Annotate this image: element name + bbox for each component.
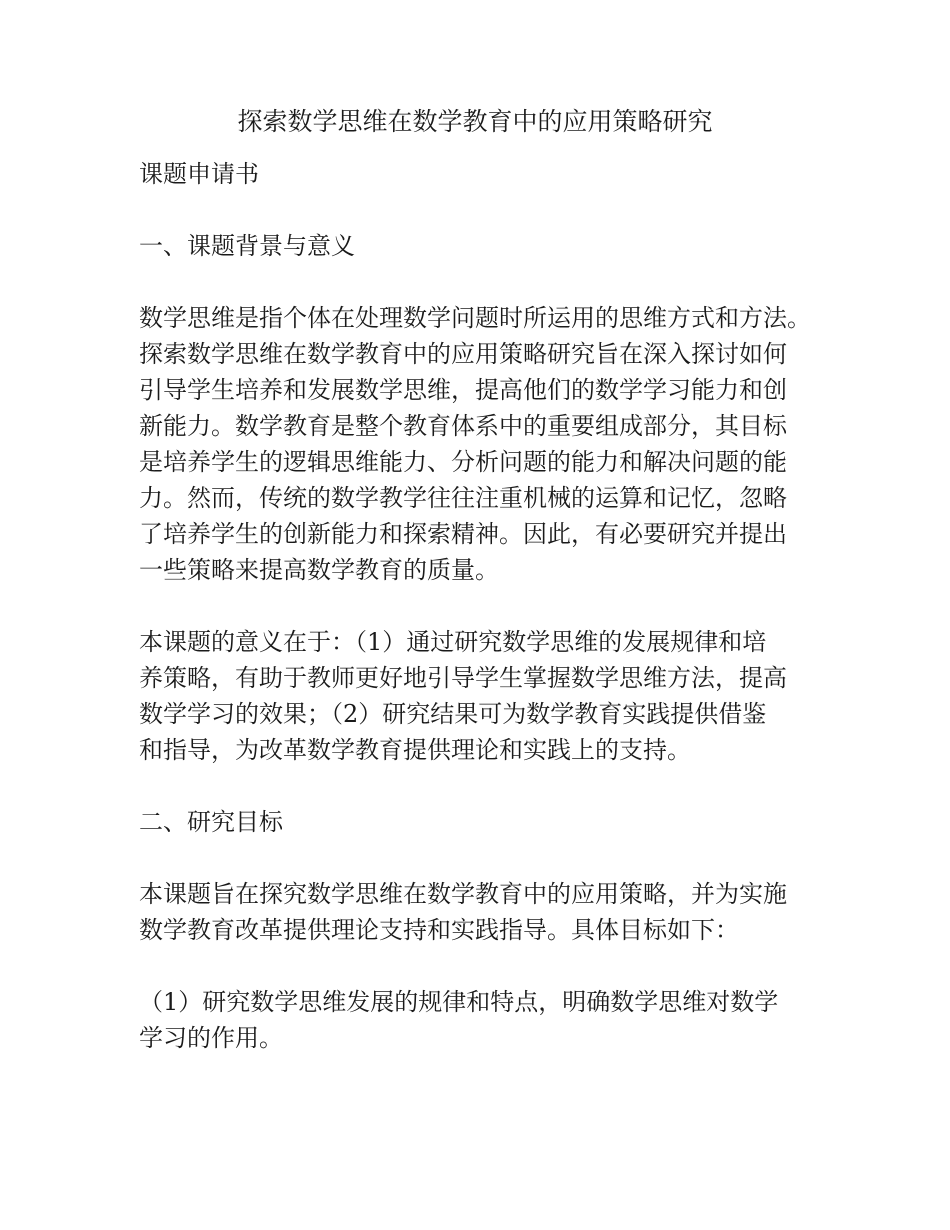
text-line: 课题申请书 [139,160,259,188]
section-heading-objectives [139,804,839,840]
section-heading-background [139,228,839,264]
text-line: 数学学习的效果；（2）研究结果可为数学教育实践提供借鉴 [139,700,767,728]
text-line: 一、课题背景与意义 [139,232,355,260]
paragraph-subtitle [139,156,839,192]
text-line: （1）研究数学思维发展的规律和特点，明确数学思维对数学 [139,988,779,1016]
text-line: 和指导，为改革数学教育提供理论和实践上的支持。 [139,736,691,764]
text-line: 学习的作用。 [139,1024,283,1052]
text-line: 数学思维是指个体在处理数学问题时所运用的思维方式和方法。 [139,304,811,332]
text-line: 本课题的意义在于：（1）通过研究数学思维的发展规律和培 [139,628,767,656]
text-line: 新能力。数学教育是整个教育体系中的重要组成部分，其目标 [139,412,787,440]
paragraph-objectives [139,876,839,948]
text-line: 引导学生培养和发展数学思维，提高他们的数学学习能力和创 [139,376,787,404]
paragraph-background [139,300,839,588]
paragraph-significance [139,624,839,768]
text-line: 了培养学生的创新能力和探索精神。因此，有必要研究并提出 [139,520,787,548]
text-line: 本课题旨在探究数学思维在数学教育中的应用策略，并为实施 [139,880,787,908]
text-line: 二、研究目标 [139,808,283,836]
text-line: 是培养学生的逻辑思维能力、分析问题的能力和解决问题的能 [139,448,787,476]
paragraph-objective-1 [139,984,839,1056]
text-line: 力。然而，传统的数学教学往往注重机械的运算和记忆，忽略 [139,484,787,512]
text-line: 养策略，有助于教师更好地引导学生掌握数学思维方法，提高 [139,664,787,692]
document-body [139,156,839,1092]
text-line: 一些策略来提高数学教育的质量。 [139,556,499,584]
text-line: 数学教育改革提供理论支持和实践指导。具体目标如下： [139,916,739,944]
text-line: 探索数学思维在数学教育中的应用策略研究旨在深入探讨如何 [139,340,787,368]
document-title: 探索数学思维在数学教育中的应用策略研究 [237,107,713,136]
